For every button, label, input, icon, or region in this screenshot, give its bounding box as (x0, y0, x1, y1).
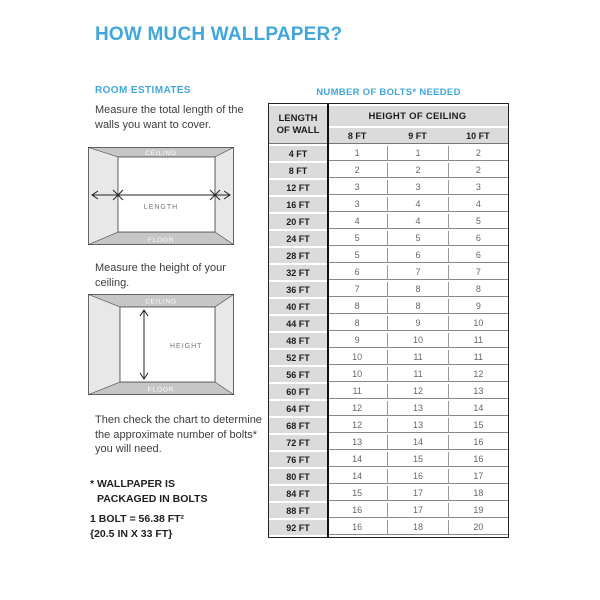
bolt-count-cell: 15 (387, 452, 447, 467)
ceiling-label: CEILING (145, 150, 177, 157)
bolt-count-cell: 16 (387, 469, 447, 484)
wall-length-cell: 48 FT (269, 333, 327, 348)
bolt-count-cell: 7 (387, 265, 447, 280)
bolt-count-cell: 7 (448, 265, 508, 280)
table-row (269, 282, 508, 297)
bolt-count-cell: 4 (327, 214, 387, 229)
table-row (269, 486, 508, 501)
wall-length-cell: 12 FT (269, 180, 327, 195)
table-row (269, 520, 508, 535)
table-row (269, 146, 508, 161)
bolt-count-cell: 13 (387, 401, 447, 416)
bolt-count-cell: 20 (448, 520, 508, 535)
wall-length-cell: 88 FT (269, 503, 327, 518)
bolt-count-cell: 4 (387, 214, 447, 229)
bolt-count-cell: 2 (448, 146, 508, 161)
bolts-table-title: NUMBER OF BOLTS* NEEDED (316, 87, 461, 98)
bolt-count-cell: 7 (327, 282, 387, 297)
wall-length-cell: 40 FT (269, 299, 327, 314)
wall-length-cell: 36 FT (269, 282, 327, 297)
bolt-count-cell: 16 (448, 452, 508, 467)
wall-length-cell: 20 FT (269, 214, 327, 229)
bolt-count-cell: 18 (448, 486, 508, 501)
table-row (269, 214, 508, 229)
bolt-size-line1: 1 BOLT = 56.38 FT² (90, 513, 185, 525)
wall-length-header: LENGTH OF WALL (269, 106, 327, 144)
step3-text: Then check the chart to determine the approximate number of bolts* you will need. (95, 414, 262, 456)
wall-length-cell: 72 FT (269, 435, 327, 450)
floor-label: FLOOR (147, 386, 175, 394)
wallpaper-footnote (90, 477, 207, 506)
bolt-count-cell: 3 (448, 180, 508, 195)
bolt-count-cell: 11 (327, 384, 387, 399)
bolt-count-cell: 4 (387, 197, 447, 212)
table-row (269, 435, 508, 450)
bolt-count-cell: 2 (448, 163, 508, 178)
wall-length-cell: 84 FT (269, 486, 327, 501)
table-row (269, 384, 508, 399)
height-room-diagram (88, 294, 234, 395)
bolt-count-cell: 3 (327, 197, 387, 212)
bolt-count-cell: 6 (448, 248, 508, 263)
wall-length-cell: 8 FT (269, 163, 327, 178)
bolt-count-cell: 10 (327, 367, 387, 382)
bolt-count-cell: 16 (448, 435, 508, 450)
height-dimension-label: HEIGHT (170, 343, 203, 350)
wall-length-cell: 4 FT (269, 146, 327, 161)
bolt-count-cell: 8 (327, 299, 387, 314)
footnote-line1: * WALLPAPER IS (90, 478, 175, 490)
wall-length-cell: 64 FT (269, 401, 327, 416)
ceiling-height-header: HEIGHT OF CEILING (327, 106, 508, 126)
bolt-count-cell: 16 (327, 503, 387, 518)
wall-length-cell: 80 FT (269, 469, 327, 484)
bolt-count-cell: 16 (327, 520, 387, 535)
bolt-count-cell: 1 (387, 146, 447, 161)
bolt-size-note (90, 512, 184, 541)
wall-length-cell: 32 FT (269, 265, 327, 280)
table-row (269, 248, 508, 263)
table-row (269, 418, 508, 433)
table-row (269, 231, 508, 246)
bolt-count-cell: 3 (327, 180, 387, 195)
bolt-size-line2: {20.5 IN X 33 FT} (90, 527, 173, 540)
table-row (269, 299, 508, 314)
table-row (269, 350, 508, 365)
bolt-count-cell: 1 (327, 146, 387, 161)
wall-length-cell: 52 FT (269, 350, 327, 365)
bolt-count-cell: 9 (327, 333, 387, 348)
footnote-line2: PACKAGED IN BOLTS (97, 492, 208, 505)
bolts-table-body (269, 146, 508, 535)
room-estimates-heading: ROOM ESTIMATES (95, 85, 191, 96)
bolt-count-cell: 15 (448, 418, 508, 433)
bolts-table (268, 103, 509, 538)
bolt-count-cell: 17 (448, 469, 508, 484)
col-header-9ft: 9 FT (387, 128, 447, 144)
bolt-count-cell: 14 (327, 469, 387, 484)
bolt-count-cell: 5 (448, 214, 508, 229)
length-room-diagram (88, 147, 234, 245)
bolt-count-cell: 19 (448, 503, 508, 518)
bolt-count-cell: 10 (448, 316, 508, 331)
bolt-count-cell: 11 (448, 350, 508, 365)
page-title: HOW MUCH WALLPAPER? (95, 24, 343, 45)
table-row (269, 469, 508, 484)
table-row (269, 197, 508, 212)
table-row (269, 316, 508, 331)
table-row (269, 452, 508, 467)
table-row (269, 163, 508, 178)
wall-length-cell: 24 FT (269, 231, 327, 246)
right-wall-panel (215, 148, 234, 245)
bolt-count-cell: 17 (387, 503, 447, 518)
wall-length-cell: 28 FT (269, 248, 327, 263)
bolt-count-cell: 15 (327, 486, 387, 501)
bolt-count-cell: 8 (448, 282, 508, 297)
bolt-count-cell: 5 (327, 231, 387, 246)
bolt-count-cell: 13 (448, 384, 508, 399)
length-dimension-label: LENGTH (143, 204, 179, 211)
bolt-count-cell: 2 (387, 163, 447, 178)
floor-label: FLOOR (147, 237, 175, 244)
bolt-count-cell: 9 (448, 299, 508, 314)
wall-length-cell: 56 FT (269, 367, 327, 382)
bolt-count-cell: 17 (387, 486, 447, 501)
bolt-count-cell: 11 (448, 333, 508, 348)
bolt-count-cell: 6 (387, 248, 447, 263)
step1-text: Measure the total length of the walls you want to cover. (95, 104, 244, 131)
bolt-count-cell: 4 (448, 197, 508, 212)
bolt-count-cell: 10 (327, 350, 387, 365)
bolt-count-cell: 13 (387, 418, 447, 433)
col-header-8ft: 8 FT (327, 128, 387, 144)
bolt-count-cell: 3 (387, 180, 447, 195)
bolt-count-cell: 11 (387, 350, 447, 365)
bolt-count-cell: 12 (387, 384, 447, 399)
bolt-count-cell: 8 (387, 282, 447, 297)
wall-length-cell: 76 FT (269, 452, 327, 467)
bolt-count-cell: 14 (448, 401, 508, 416)
bolt-count-cell: 18 (387, 520, 447, 535)
bolt-count-cell: 11 (387, 367, 447, 382)
wall-length-cell: 16 FT (269, 197, 327, 212)
table-row (269, 503, 508, 518)
col-header-10ft: 10 FT (448, 128, 508, 144)
bolt-count-cell: 13 (327, 435, 387, 450)
ceiling-label: CEILING (145, 298, 177, 306)
bolt-count-cell: 2 (327, 163, 387, 178)
bolt-count-cell: 6 (448, 231, 508, 246)
wall-length-cell: 44 FT (269, 316, 327, 331)
wall-length-cell: 60 FT (269, 384, 327, 399)
bolt-count-cell: 12 (327, 418, 387, 433)
bolt-count-cell: 10 (387, 333, 447, 348)
bolt-count-cell: 8 (327, 316, 387, 331)
bolt-count-cell: 14 (387, 435, 447, 450)
table-row (269, 265, 508, 280)
bolt-count-cell: 5 (387, 231, 447, 246)
bolt-count-cell: 8 (387, 299, 447, 314)
bolt-count-cell: 12 (327, 401, 387, 416)
left-wall-panel (89, 295, 121, 395)
wall-length-cell: 92 FT (269, 520, 327, 535)
table-row (269, 401, 508, 416)
bolt-count-cell: 5 (327, 248, 387, 263)
table-row (269, 367, 508, 382)
right-wall-panel (215, 295, 234, 395)
wall-length-cell: 68 FT (269, 418, 327, 433)
bolt-count-cell: 12 (448, 367, 508, 382)
bolt-count-cell: 9 (387, 316, 447, 331)
step2-text: Measure the height of your ceiling. (95, 262, 226, 289)
bolt-count-cell: 14 (327, 452, 387, 467)
bolt-count-cell: 6 (327, 265, 387, 280)
table-row (269, 333, 508, 348)
column-divider-line (327, 104, 329, 537)
table-row (269, 180, 508, 195)
